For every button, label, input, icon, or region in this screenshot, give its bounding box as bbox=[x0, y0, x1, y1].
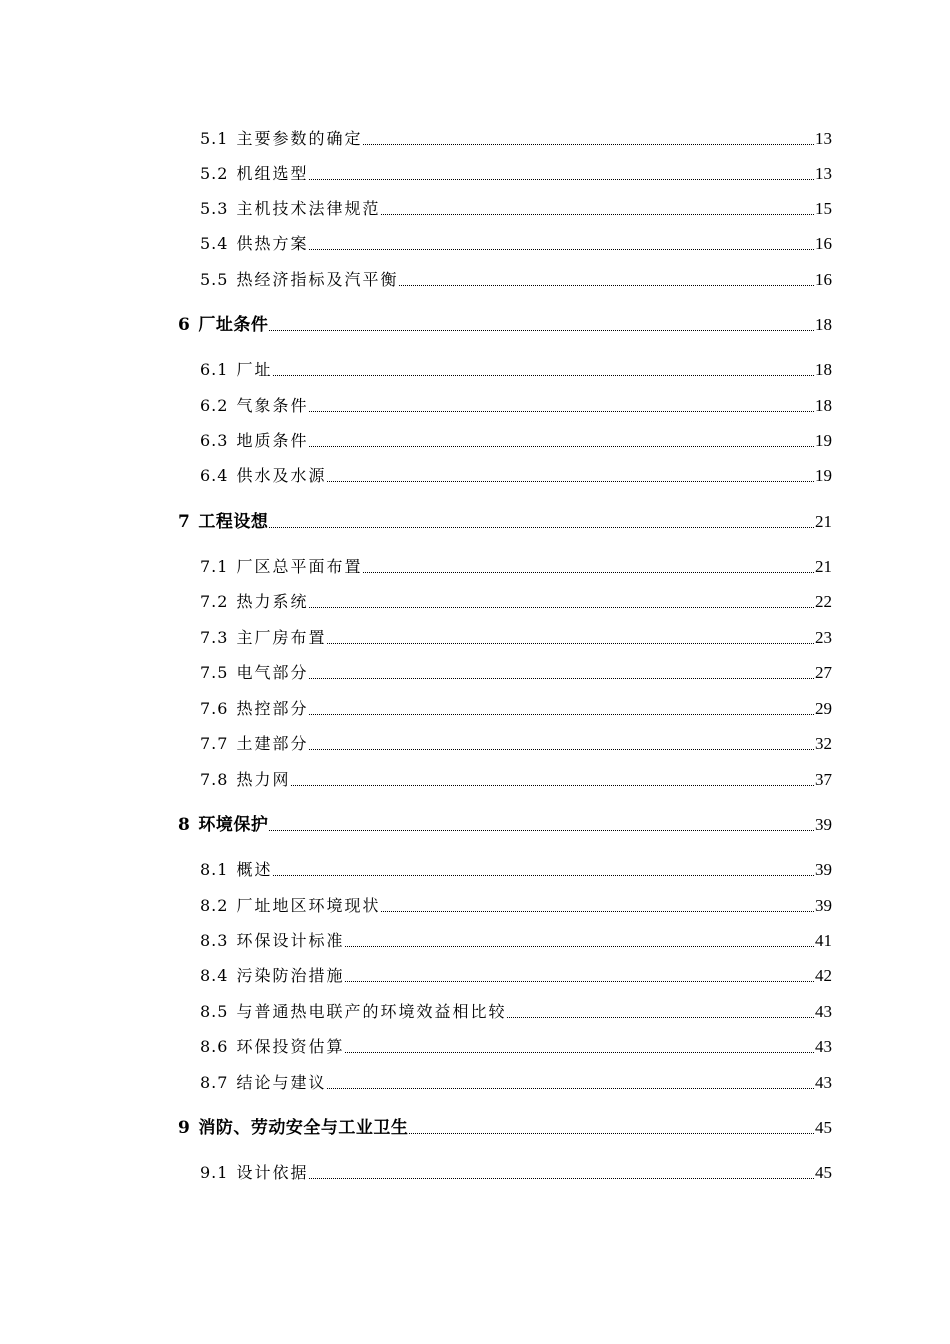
toc-entry[interactable] bbox=[0, 553, 950, 577]
toc-entry-page: 37 bbox=[815, 770, 832, 789]
toc-entry[interactable] bbox=[0, 1159, 950, 1183]
toc-entry-number: 7.6 bbox=[200, 699, 229, 718]
toc-chapter-text: 环境保护 bbox=[198, 815, 269, 835]
toc-entry-number: 6.4 bbox=[200, 466, 229, 485]
toc-entry-number: 8.5 bbox=[200, 1002, 229, 1021]
dot-leader bbox=[309, 713, 814, 715]
toc-entry-text: 地质条件 bbox=[236, 431, 309, 450]
dot-leader bbox=[363, 571, 814, 573]
toc-entry-text: 环保设计标准 bbox=[236, 931, 345, 950]
toc-entry-text: 污染防治措施 bbox=[236, 966, 345, 985]
toc-entry-text: 电气部分 bbox=[236, 663, 309, 682]
toc-chapter[interactable] bbox=[0, 311, 950, 335]
toc-entry[interactable] bbox=[0, 462, 950, 486]
dot-leader bbox=[345, 980, 814, 982]
toc-entry[interactable] bbox=[0, 927, 950, 951]
toc-entry-title bbox=[200, 1073, 326, 1093]
toc-chapter[interactable] bbox=[0, 508, 950, 532]
toc-entry-page: 45 bbox=[815, 1163, 832, 1182]
toc-chapter[interactable] bbox=[0, 1114, 950, 1138]
toc-entry-text: 供热方案 bbox=[236, 234, 309, 253]
toc-entry-page: 18 bbox=[815, 396, 832, 415]
toc-entry-page: 13 bbox=[815, 129, 832, 148]
toc-entry-text: 厂址 bbox=[236, 360, 273, 379]
dot-leader bbox=[309, 606, 814, 608]
toc-entry-number: 6.3 bbox=[200, 431, 229, 450]
toc-entry-text: 概述 bbox=[236, 860, 273, 879]
toc-entry[interactable] bbox=[0, 892, 950, 916]
toc-entry-title bbox=[200, 466, 326, 486]
toc-entry-page: 39 bbox=[815, 860, 832, 879]
toc-entry[interactable] bbox=[0, 230, 950, 254]
dot-leader bbox=[309, 1177, 814, 1179]
toc-entry-number: 9.1 bbox=[200, 1163, 229, 1182]
dot-leader bbox=[291, 784, 814, 786]
toc-entry-number: 8.1 bbox=[200, 860, 229, 879]
toc-entry-text: 热控部分 bbox=[236, 699, 309, 718]
toc-chapter-text: 消防、劳动安全与工业卫生 bbox=[198, 1118, 409, 1138]
dot-leader bbox=[309, 178, 814, 180]
toc-entry[interactable] bbox=[0, 266, 950, 290]
toc-entry[interactable] bbox=[0, 998, 950, 1022]
toc-entry-title bbox=[200, 270, 398, 290]
dot-leader bbox=[327, 1087, 814, 1089]
toc-entry-text: 土建部分 bbox=[236, 734, 309, 753]
dot-leader bbox=[327, 642, 814, 644]
toc-entry-text: 热经济指标及汽平衡 bbox=[236, 270, 399, 289]
toc-entry-page: 32 bbox=[815, 734, 832, 753]
toc-entry-page: 43 bbox=[815, 1073, 832, 1092]
toc-entry-title bbox=[200, 592, 308, 612]
toc-entry-title bbox=[200, 1002, 506, 1022]
toc-entry-page: 19 bbox=[815, 466, 832, 485]
dot-leader bbox=[309, 248, 814, 250]
toc-entry-page: 43 bbox=[815, 1002, 832, 1021]
toc-chapter-title bbox=[178, 512, 268, 532]
dot-leader bbox=[309, 677, 814, 679]
toc-entry-text: 供水及水源 bbox=[236, 466, 327, 485]
dot-leader bbox=[309, 410, 814, 412]
toc-entry-number: 7.8 bbox=[200, 770, 229, 789]
dot-leader bbox=[309, 748, 814, 750]
dot-leader bbox=[345, 945, 814, 947]
toc-entry[interactable] bbox=[0, 624, 950, 648]
toc-chapter-number: 6 bbox=[178, 315, 191, 335]
toc-entry[interactable] bbox=[0, 962, 950, 986]
toc-chapter-number: 8 bbox=[178, 815, 191, 835]
toc-entry-text: 热力系统 bbox=[236, 592, 309, 611]
dot-leader bbox=[309, 445, 814, 447]
toc-entry-number: 8.3 bbox=[200, 931, 229, 950]
toc-chapter-title bbox=[178, 315, 268, 335]
toc-entry-title bbox=[200, 234, 308, 254]
toc-entry-title bbox=[200, 628, 326, 648]
toc-entry-page: 43 bbox=[815, 1037, 832, 1056]
toc-chapter-title bbox=[178, 1118, 408, 1138]
toc-entry-title bbox=[200, 199, 380, 219]
toc-entry-title bbox=[200, 164, 308, 184]
toc-entry-title bbox=[200, 896, 380, 916]
toc-chapter-number: 7 bbox=[178, 512, 191, 532]
toc-entry-page: 23 bbox=[815, 628, 832, 647]
toc-entry-title bbox=[200, 360, 272, 380]
toc-entry-text: 主机技术法律规范 bbox=[236, 199, 381, 218]
toc-entry[interactable] bbox=[0, 766, 950, 790]
toc-chapter-title bbox=[178, 815, 268, 835]
toc-entry-number: 8.6 bbox=[200, 1037, 229, 1056]
dot-leader bbox=[273, 374, 814, 376]
toc-entry[interactable] bbox=[0, 730, 950, 754]
toc-entry[interactable] bbox=[0, 588, 950, 612]
toc-entry-text: 设计依据 bbox=[236, 1163, 309, 1182]
toc-entry-page: 27 bbox=[815, 663, 832, 682]
toc-entry-number: 6.2 bbox=[200, 396, 229, 415]
toc-entry[interactable] bbox=[0, 392, 950, 416]
toc-entry[interactable] bbox=[0, 160, 950, 184]
toc-chapter-text: 厂址条件 bbox=[198, 315, 269, 335]
toc-entry-text: 结论与建议 bbox=[236, 1073, 327, 1092]
toc-entry-number: 5.5 bbox=[200, 270, 229, 289]
toc-entry-text: 与普通热电联产的环境效益相比较 bbox=[236, 1002, 507, 1021]
toc-entry-number: 6.1 bbox=[200, 360, 229, 379]
toc-chapter-page: 21 bbox=[815, 512, 832, 531]
toc-entry[interactable] bbox=[0, 356, 950, 380]
toc-entry-page: 29 bbox=[815, 699, 832, 718]
toc-entry-title bbox=[200, 966, 344, 986]
toc-chapter-page: 45 bbox=[815, 1118, 832, 1137]
toc-entry-number: 7.1 bbox=[200, 557, 229, 576]
dot-leader bbox=[269, 829, 814, 831]
toc-entry-text: 环保投资估算 bbox=[236, 1037, 345, 1056]
toc-entry-number: 7.3 bbox=[200, 628, 229, 647]
dot-leader bbox=[345, 1051, 814, 1053]
toc-chapter-number: 9 bbox=[178, 1118, 191, 1138]
toc-entry[interactable] bbox=[0, 125, 950, 149]
toc-entry-title bbox=[200, 699, 308, 719]
toc-entry-number: 5.4 bbox=[200, 234, 229, 253]
toc-entry-title bbox=[200, 431, 308, 451]
toc-entry-text: 厂址地区环境现状 bbox=[236, 896, 381, 915]
toc-entry-page: 16 bbox=[815, 270, 832, 289]
dot-leader bbox=[399, 284, 814, 286]
toc-entry[interactable] bbox=[0, 1069, 950, 1093]
toc-entry-page: 19 bbox=[815, 431, 832, 450]
dot-leader bbox=[381, 213, 814, 215]
toc-entry-title bbox=[200, 663, 308, 683]
dot-leader bbox=[327, 480, 814, 482]
dot-leader bbox=[269, 526, 814, 528]
toc-entry[interactable] bbox=[0, 659, 950, 683]
toc-entry-number: 7.2 bbox=[200, 592, 229, 611]
toc-entry-number: 8.2 bbox=[200, 896, 229, 915]
toc-entry-page: 39 bbox=[815, 896, 832, 915]
toc-entry-number: 5.1 bbox=[200, 129, 229, 148]
toc-entry-text: 机组选型 bbox=[236, 164, 309, 183]
toc-entry-title bbox=[200, 129, 362, 149]
toc-entry-number: 7.5 bbox=[200, 663, 229, 682]
toc-entry-page: 21 bbox=[815, 557, 832, 576]
toc-entry-title bbox=[200, 931, 344, 951]
toc-entry-title bbox=[200, 734, 308, 754]
toc-entry-text: 主厂房布置 bbox=[236, 628, 327, 647]
toc-entry[interactable] bbox=[0, 427, 950, 451]
toc-entry-page: 41 bbox=[815, 931, 832, 950]
toc-entry-number: 8.4 bbox=[200, 966, 229, 985]
toc-entry-page: 42 bbox=[815, 966, 832, 985]
toc-chapter[interactable] bbox=[0, 811, 950, 835]
toc-entry[interactable] bbox=[0, 856, 950, 880]
toc-entry[interactable] bbox=[0, 195, 950, 219]
toc-chapter-page: 39 bbox=[815, 815, 832, 834]
toc-entry-title bbox=[200, 860, 272, 880]
toc-entry-page: 13 bbox=[815, 164, 832, 183]
dot-leader bbox=[363, 143, 814, 145]
toc-entry-text: 主要参数的确定 bbox=[236, 129, 363, 148]
toc-entry-title bbox=[200, 1163, 308, 1183]
dot-leader bbox=[269, 329, 814, 331]
toc-entry[interactable] bbox=[0, 695, 950, 719]
toc-chapter-text: 工程设想 bbox=[198, 512, 269, 532]
dot-leader bbox=[507, 1016, 814, 1018]
toc-entry-page: 18 bbox=[815, 360, 832, 379]
toc-entry-page: 22 bbox=[815, 592, 832, 611]
toc-entry-text: 热力网 bbox=[236, 770, 291, 789]
toc-chapter-page: 18 bbox=[815, 315, 832, 334]
toc-entry-page: 16 bbox=[815, 234, 832, 253]
toc-entry-number: 7.7 bbox=[200, 734, 229, 753]
dot-leader bbox=[381, 910, 814, 912]
dot-leader bbox=[409, 1132, 814, 1134]
toc-entry-text: 厂区总平面布置 bbox=[236, 557, 363, 576]
toc-entry-text: 气象条件 bbox=[236, 396, 309, 415]
dot-leader bbox=[273, 874, 814, 876]
toc-entry[interactable] bbox=[0, 1033, 950, 1057]
toc-entry-title bbox=[200, 557, 362, 577]
toc-entry-title bbox=[200, 1037, 344, 1057]
toc-entry-title bbox=[200, 770, 290, 790]
toc-entry-number: 8.7 bbox=[200, 1073, 229, 1092]
toc-entry-page: 15 bbox=[815, 199, 832, 218]
toc-entry-number: 5.3 bbox=[200, 199, 229, 218]
toc-entry-number: 5.2 bbox=[200, 164, 229, 183]
toc-entry-title bbox=[200, 396, 308, 416]
